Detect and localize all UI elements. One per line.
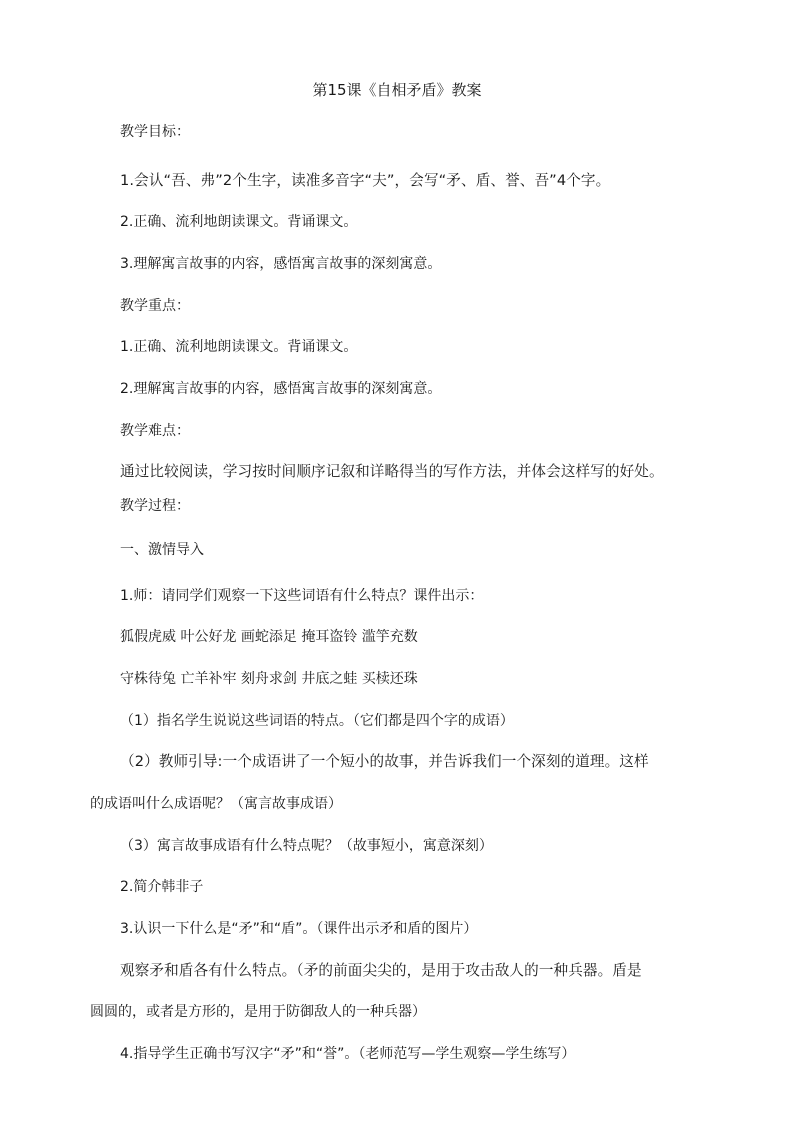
process-step-2: 2.简介韩非子 (120, 879, 204, 895)
idiom-list-row-2: 守株待兔 亡羊补牢 刻舟求剑 井底之蛙 买椟还珠 (120, 671, 418, 687)
key-point-1: 1.正确、流利地朗读课文。背诵课文。 (120, 339, 358, 355)
process-step-3: 3.认识一下什么是“矛”和“盾”。（课件出示矛和盾的图片） (120, 921, 478, 937)
sub-step-1: （1）指名学生说说这些词语的特点。（它们都是四个字的成语） (120, 713, 514, 729)
sub-step-2-line-2: 的成语叫什么成语呢？（寓言故事成语） (90, 796, 342, 812)
section-heading-objectives: 教学目标： (120, 124, 190, 140)
process-step-4: 4.指导学生正确书写汉字“矛”和“誉”。（老师范写—学生观察—学生练写） (120, 1046, 576, 1062)
process-part-1-heading: 一、激情导入 (120, 542, 204, 558)
key-point-2: 2.理解寓言故事的内容，感悟寓言故事的深刻寓意。 (120, 381, 442, 397)
difficulty-text: 通过比较阅读，学习按时间顺序记叙和详略得当的写作方法，并体会这样写的好处。 (120, 463, 664, 480)
objective-3: 3.理解寓言故事的内容，感悟寓言故事的深刻寓意。 (120, 256, 442, 272)
observation-line-1: 观察矛和盾各有什么特点。（矛的前面尖尖的，是用于攻击敌人的一种兵器。盾是 (120, 962, 642, 979)
document-title: 第15课《自相矛盾》教案 (312, 81, 482, 99)
process-step-1: 1.师：请同学们观察一下这些词语有什么特点？课件出示： (120, 588, 484, 604)
objective-2: 2.正确、流利地朗读课文。背诵课文。 (120, 214, 358, 230)
observation-line-2: 圆圆的，或者是方形的，是用于防御敌人的一种兵器） (90, 1004, 426, 1020)
sub-step-3: （3）寓言故事成语有什么特点呢？（故事短小，寓意深刻） (120, 838, 493, 854)
section-heading-difficulties: 教学难点： (120, 423, 190, 439)
sub-step-2-line-1: （2）教师引导:一个成语讲了一个短小的故事，并告诉我们一个深刻的道理。这样 (120, 753, 649, 770)
objective-1: 1.会认“吾、弗”2个生字，读准多音字“夫”，会写“矛、盾、誉、吾”4个字。 (120, 172, 611, 189)
section-heading-process: 教学过程： (120, 498, 190, 514)
idiom-list-row-1: 狐假虎威 叶公好龙 画蛇添足 掩耳盗铃 滥竽充数 (120, 629, 418, 645)
section-heading-key-points: 教学重点： (120, 298, 190, 314)
